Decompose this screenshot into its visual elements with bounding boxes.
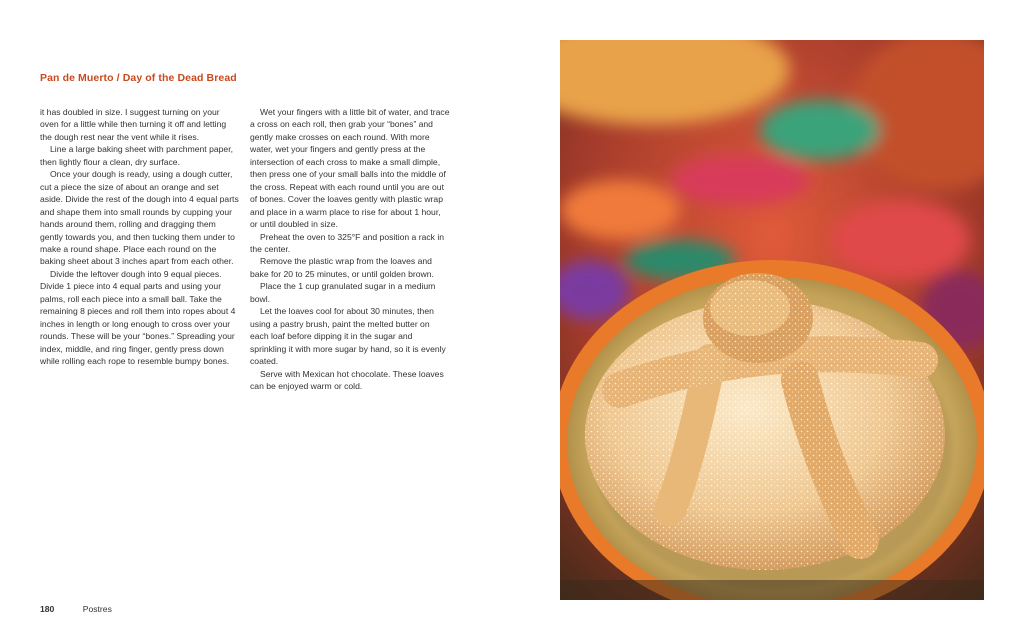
paragraph: Preheat the oven to 325°F and position a rack in the center.	[250, 231, 445, 254]
pan-de-muerto-photo	[560, 40, 984, 600]
section-name: Postres	[82, 604, 112, 614]
paragraph: Once your dough is ready, using a dough cutter, cut a piece the size of about an orange and set aside. Divide the rest of the dough into 4 equal parts and shape them into small rounds by cupping your hands around them, rolling and dragging them gently towards you, and then tucking them under to make a round shape. Place each round on the baking sheet about 3 inches apart from each other.	[40, 169, 239, 267]
paragraph: Let the loaves cool for about 30 minutes, then using a pastry brush, paint the melted butter on each loaf before dipping it in the sugar and sprinkling it with more sugar by hand, so it is evenly coated.	[250, 306, 446, 367]
paragraph: Serve with Mexican hot chocolate. These loaves can be enjoyed warm or cold.	[250, 368, 444, 391]
page-footer	[40, 604, 112, 614]
paragraph: Wet your fingers with a little bit of water, and trace a cross on each roll, then grab your “bones” and gently make crosses on each round. With more water, wet your fingers and gently press at the intersection of each cross to make a small dimple, then press one of your small balls into the middle of the cross. Repeat with each round until you are out of bones. Cover the loaves gently with plastic wrap and place in a warm place to rise for about 1 hour, or until doubled in size.	[250, 107, 450, 230]
left-text-column	[40, 106, 240, 368]
paragraph: Divide the leftover dough into 9 equal pieces. Divide 1 piece into 4 equal parts and using your palms, roll each piece into a small ball. Take the remaining 8 pieces and roll them into ropes about 4 inches in length or long enough to cross over your rounds. These will be your “bones.” Spreading your index, middle, and ring finger, gently press down while rolling each rope to resemble bumpy bones.	[40, 268, 236, 367]
right-text-column	[250, 106, 450, 392]
page-number: 180	[40, 604, 55, 614]
paragraph: it has doubled in size. I suggest turning on your oven for a little while then turning it off and letting the dough rest near the vent while it rises.	[40, 107, 227, 142]
paragraph: Line a large baking sheet with parchment paper, then lightly flour a clean, dry surface.	[40, 144, 233, 167]
paragraph: Place the 1 cup granulated sugar in a medium bowl.	[250, 281, 436, 304]
paragraph: Remove the plastic wrap from the loaves and bake for 20 to 25 minutes, or until golden brown.	[250, 256, 434, 279]
recipe-title: Pan de Muerto / Day of the Dead Bread	[40, 72, 237, 84]
